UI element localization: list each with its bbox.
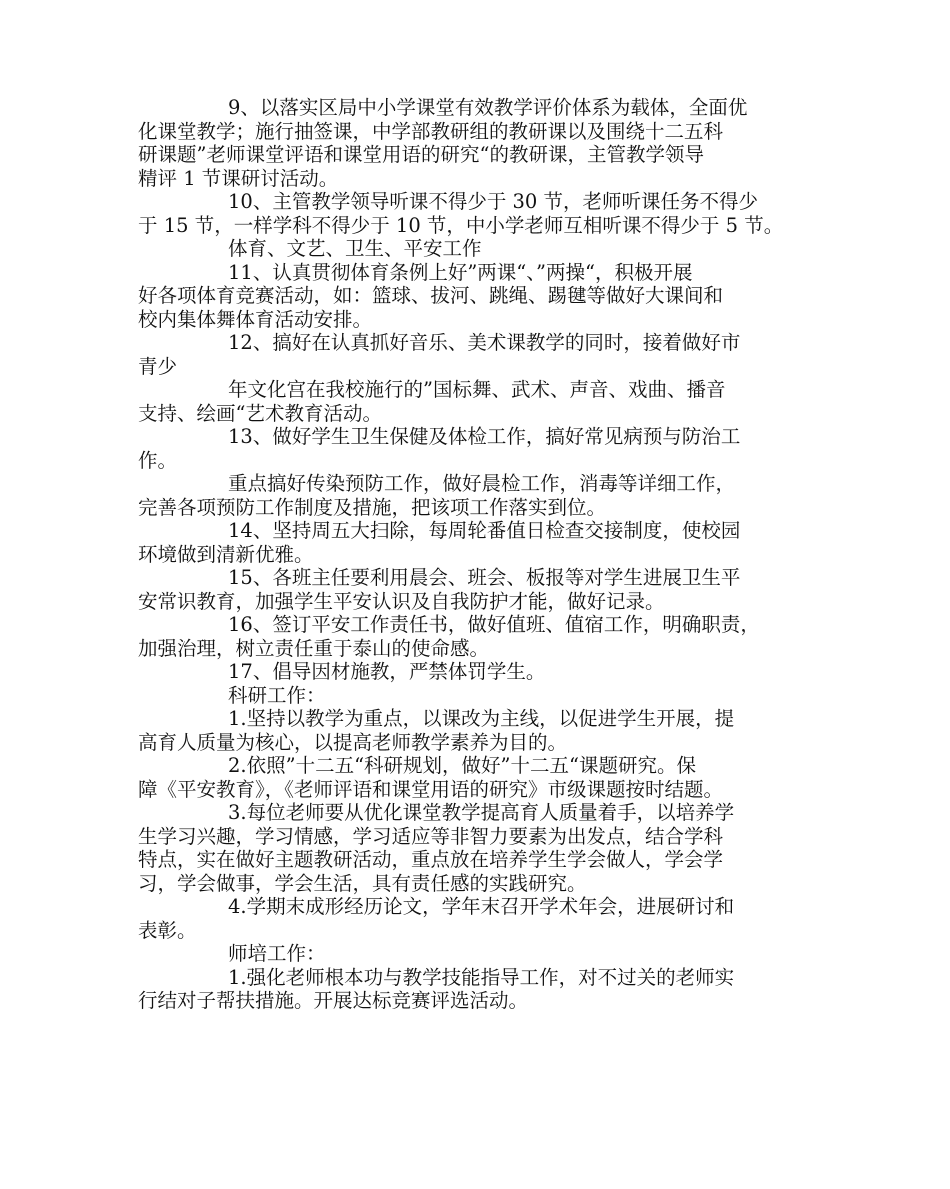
text-line: 完善各项预防工作制度及措施，把该项工作落实到位。 <box>138 495 607 519</box>
text-line: 特点，实在做好主题教研活动，重点放在培养学生学会做人，学会学 <box>138 848 724 871</box>
text-line: 13、做好学生卫生保健及体检工作，搞好常见病预与防治工 <box>228 425 741 448</box>
text-line: 生学习兴趣，学习情感，学习适应等非智力要素为出发点，结合学科 <box>138 824 724 848</box>
text-line: 精评 1 节课研讨活动。 <box>138 166 339 190</box>
text-line: 高育人质量为核心，以提高老师教学素养为目的。 <box>138 730 568 754</box>
text-line: 支持、绘画“艺术教育活动。 <box>138 401 382 425</box>
text-line: 1.坚持以教学为重点，以课改为主线，以促进学生开展，提 <box>228 707 735 730</box>
text-line: 16、签订平安工作责任书，做好值班、值宿工作，明确职责， <box>228 613 760 636</box>
text-line: 17、倡导因材施教，严禁体罚学生。 <box>228 660 546 683</box>
text-line: 3.每位老师要从优化课堂教学提高育人质量着手，以培养学 <box>228 801 735 824</box>
text-line: 表彰。 <box>138 918 197 942</box>
text-line: 年文化宫在我校施行的”国标舞、武术、声音、戏曲、播音 <box>228 378 726 401</box>
text-line: 研课题”老师课堂评语和课堂用语的研究“的教研课，主管教学领导 <box>138 143 704 166</box>
text-line: 加强治理，树立责任重于泰山的使命感。 <box>138 636 490 660</box>
text-line: 11、认真贯彻体育条例上好”两课“、”两操“，积极开展 <box>228 260 693 284</box>
text-line: 习，学会做事，学会生活，具有责任感的实践研究。 <box>138 871 587 895</box>
text-line: 安常识教育，加强学生平安认识及自我防护才能，做好记录。 <box>138 589 665 613</box>
text-line: 15、各班主任要利用晨会、班会、板报等对学生进展卫生平 <box>228 566 741 589</box>
text-line: 于 15 节，一样学科不得少于 10 节，中小学老师互相听课不得少于 5 节。 <box>138 213 784 237</box>
text-line: 体育、文艺、卫生、平安工作 <box>228 237 482 260</box>
text-line: 好各项体育竞赛活动，如：篮球、拔河、跳绳、踢毽等做好大课间和 <box>138 284 724 307</box>
text-line: 师培工作： <box>228 942 326 965</box>
text-line: 14、坚持周五大扫除，每周轮番值日检查交接制度，使校园 <box>228 519 741 542</box>
document-body <box>138 96 818 1013</box>
text-line: 2.依照”十二五“科研规划，做好”十二五“课题研究。保 <box>228 754 696 777</box>
text-line: 校内集体舞体育活动安排。 <box>138 307 373 331</box>
text-line: 重点搞好传染预防工作，做好晨检工作，消毒等详细工作， <box>228 472 736 495</box>
text-line: 9、以落实区局中小学课堂有效教学评价体系为载体，全面优 <box>228 96 748 119</box>
text-line: 环境做到清新优雅。 <box>138 542 314 566</box>
text-line: 作。 <box>138 448 178 472</box>
text-line: 4.学期末成形经历论文，学年末召开学术年会，进展研讨和 <box>228 895 735 918</box>
text-line: 科研工作： <box>228 683 326 707</box>
text-line: 行结对子帮扶措施。开展达标竞赛评选活动。 <box>138 989 529 1012</box>
text-line: 10、主管教学领导听课不得少于 30 节，老师听课任务不得少 <box>228 190 759 213</box>
text-line: 12、搞好在认真抓好音乐、美术课教学的同时，接着做好市 <box>228 331 741 354</box>
text-line: 障《平安教育》，《老师评语和课堂用语的研究》市级课题按时结题。 <box>138 777 724 801</box>
text-line: 1.强化老师根本功与教学技能指导工作，对不过关的老师实 <box>228 965 735 989</box>
text-line: 化课堂教学；施行抽签课，中学部教研组的教研课以及围绕十二五科 <box>138 119 724 143</box>
text-line: 青少 <box>138 354 178 378</box>
